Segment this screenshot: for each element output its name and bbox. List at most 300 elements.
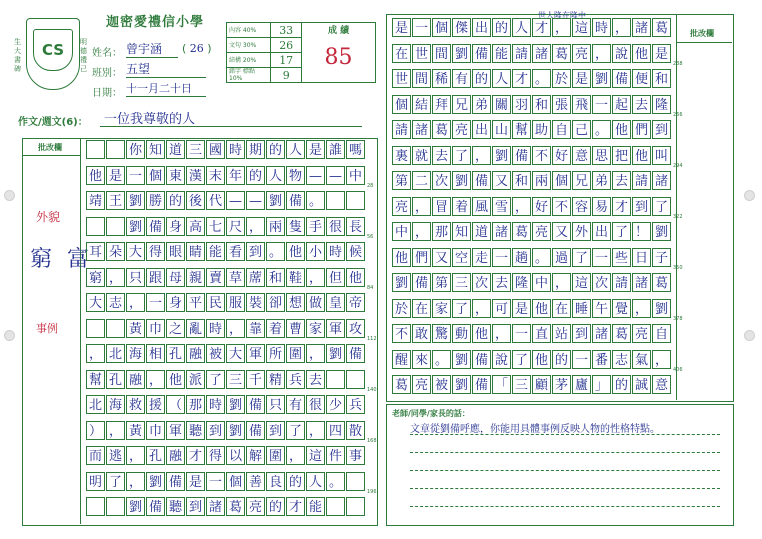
- grid-cell: 朵: [106, 242, 125, 261]
- grid-cell: 自: [652, 324, 671, 343]
- grid-cell: 手: [306, 217, 325, 236]
- row-counter: 378: [673, 315, 683, 322]
- grid-cell: 備: [346, 344, 365, 363]
- grid-cell: 他: [286, 242, 305, 261]
- grid-cell: 。: [532, 69, 551, 88]
- grid-cell: 期: [246, 140, 265, 159]
- grid-cell: 的: [246, 166, 265, 185]
- grid-cell: 他: [166, 370, 185, 389]
- grid-cell: 。: [592, 120, 611, 139]
- grid-cell: 兄: [452, 95, 471, 114]
- grid-cell: 孔: [106, 370, 125, 389]
- grid-cell: ，: [652, 350, 671, 369]
- grid-cell: 」: [592, 375, 611, 394]
- grid-cell: 亮: [392, 197, 411, 216]
- grid-cell: 兵: [346, 395, 365, 414]
- grid-cell: 融: [126, 370, 145, 389]
- grid-cell: 軍: [326, 319, 345, 338]
- row-counter: 140: [367, 386, 377, 393]
- grid-cell: 七: [206, 217, 225, 236]
- grid-cell: 備: [246, 421, 265, 440]
- grid-cell: 那: [432, 222, 451, 241]
- row-counter: 406: [673, 366, 683, 373]
- grid-cell: 第: [432, 273, 451, 292]
- row-counter: 266: [673, 111, 683, 118]
- grid-cell: 去: [306, 370, 325, 389]
- score-label-sentences: 文句 30%: [227, 38, 271, 53]
- grid-cell: 劉: [652, 299, 671, 318]
- grid-cell: 外: [572, 222, 591, 241]
- grid-cell: 和: [266, 268, 285, 287]
- grid-cell: 一: [592, 95, 611, 114]
- grid-cell: 備: [146, 217, 165, 236]
- score-label-punctuation: 錯字 標點 10%: [227, 68, 271, 83]
- grid-cell: 備: [412, 273, 431, 292]
- grid-cell: 劉: [146, 472, 165, 491]
- grid-cell: 明: [86, 472, 105, 491]
- grid-cell: 諸: [206, 497, 225, 516]
- grid-cell: 派: [186, 370, 205, 389]
- grid-cell: 巾: [146, 319, 165, 338]
- grid-cell: 這: [306, 446, 325, 465]
- comment-line-4: [410, 488, 720, 489]
- grid-cell: 能: [492, 44, 511, 63]
- number-value: 26: [189, 42, 204, 55]
- grid-cell: 自: [552, 120, 571, 139]
- grid-cell: 物: [286, 166, 305, 185]
- grid-cell: 和: [532, 95, 551, 114]
- grid-cell: 廬: [572, 375, 591, 394]
- score-value-structure: 17: [271, 53, 302, 68]
- grid-cell: 一: [206, 472, 225, 491]
- grid-cell: 人: [512, 18, 531, 37]
- grid-cell: 備: [286, 191, 305, 210]
- grid-cell: 誠: [632, 375, 651, 394]
- grid-cell: ，: [306, 421, 325, 440]
- grid-cell: 備: [246, 395, 265, 414]
- grid-cell: 站: [552, 324, 571, 343]
- grid-cell: 中: [346, 166, 365, 185]
- grid-cell: 劉: [452, 171, 471, 190]
- row-counter: 196: [367, 488, 377, 495]
- grid-cell: 劉: [652, 222, 671, 241]
- grid-cell: 一: [512, 324, 531, 343]
- right-top-note: 世人隆在隆中: [538, 11, 586, 20]
- grid-cell: 羽: [512, 95, 531, 114]
- grid-cell: 個: [146, 166, 165, 185]
- grid-cell: 一: [126, 166, 145, 185]
- grid-cell: 是: [106, 166, 125, 185]
- grid-cell: 兄: [572, 171, 591, 190]
- grid-cell: 請: [632, 171, 651, 190]
- grid-cell: 勝: [146, 191, 165, 210]
- grid-cell: 眼: [166, 242, 185, 261]
- grid-cell: 醒: [392, 350, 411, 369]
- grid-cell: [346, 497, 365, 516]
- grid-cell: 只: [266, 395, 285, 414]
- grid-cell: 他: [532, 350, 551, 369]
- grid-cell: 稀: [432, 69, 451, 88]
- grid-cell: 了: [652, 197, 671, 216]
- grid-cell: 間: [432, 44, 451, 63]
- grid-cell: 年: [226, 166, 245, 185]
- grid-cell: ，: [126, 472, 145, 491]
- grid-cell: 日: [632, 248, 651, 267]
- grid-cell: 一: [492, 248, 511, 267]
- grid-cell: 備: [146, 497, 165, 516]
- grid-cell: 於: [552, 69, 571, 88]
- grid-cell: [326, 497, 345, 516]
- grid-cell: 到: [206, 421, 225, 440]
- grid-cell: 黃: [126, 421, 145, 440]
- grid-cell: 空: [452, 248, 471, 267]
- grid-cell: 很: [306, 395, 325, 414]
- grid-cell: 在: [552, 299, 571, 318]
- essay-heading-label: 作文/週文(6)：: [18, 117, 88, 128]
- grid-cell: 四: [326, 421, 345, 440]
- grid-cell: 誰: [326, 140, 345, 159]
- grid-cell: 三: [186, 140, 205, 159]
- grid-cell: 圍: [266, 446, 285, 465]
- grid-cell: 世: [392, 69, 411, 88]
- grid-cell: 來: [412, 350, 431, 369]
- grid-cell: 走: [472, 248, 491, 267]
- grid-cell: 很: [326, 217, 345, 236]
- grid-cell: 融: [186, 344, 205, 363]
- comment-line-2: [410, 452, 720, 453]
- right-comment-header-line: [676, 42, 732, 43]
- grid-cell: 劉: [126, 217, 145, 236]
- grid-cell: 解: [246, 446, 265, 465]
- grid-cell: 跟: [146, 268, 165, 287]
- grid-cell: 就: [412, 146, 431, 165]
- grid-cell: 大: [226, 344, 245, 363]
- grid-cell: 們: [632, 120, 651, 139]
- grid-cell: 風: [472, 197, 491, 216]
- grid-cell: 北: [106, 344, 125, 363]
- grid-cell: 善: [246, 472, 265, 491]
- grid-cell: 時: [206, 395, 225, 414]
- grid-cell: 着: [452, 197, 471, 216]
- grid-cell: 服: [226, 293, 245, 312]
- grid-cell: 事: [346, 446, 365, 465]
- grid-cell: 去: [432, 146, 451, 165]
- date-value: 十一月二十日: [126, 80, 206, 97]
- grid-cell: ！: [632, 222, 651, 241]
- grid-cell: 才: [512, 69, 531, 88]
- grid-cell: 黃: [126, 319, 145, 338]
- grid-cell: 亮: [532, 222, 551, 241]
- grid-cell: 起: [612, 95, 631, 114]
- grid-cell: ，: [412, 197, 431, 216]
- grid-cell: 孔: [166, 344, 185, 363]
- grid-cell: 的: [266, 497, 285, 516]
- grid-cell: 劉: [452, 44, 471, 63]
- grid-cell: ，: [592, 44, 611, 63]
- grid-cell: 間: [412, 69, 431, 88]
- row-counter: 112: [367, 335, 377, 342]
- grid-cell: 請: [512, 44, 531, 63]
- grid-cell: 海: [126, 344, 145, 363]
- grid-cell: 皇: [326, 293, 345, 312]
- grid-cell: 少: [326, 395, 345, 414]
- grid-cell: 趟: [512, 248, 531, 267]
- punch-hole-right-top: [744, 190, 755, 201]
- grid-cell: ，: [512, 197, 531, 216]
- grid-cell: 備: [472, 44, 491, 63]
- grid-cell: 的: [612, 375, 631, 394]
- grid-cell: 出: [592, 222, 611, 241]
- right-comment-header: 批改欄: [690, 29, 714, 38]
- grid-cell: 亮: [632, 324, 651, 343]
- grid-cell: ，: [552, 18, 571, 37]
- grid-cell: 候: [346, 242, 365, 261]
- grid-cell: 志: [612, 350, 631, 369]
- grid-cell: 賣: [206, 268, 225, 287]
- grid-cell: 去: [632, 95, 651, 114]
- grid-cell: 孔: [146, 446, 165, 465]
- grid-cell: 的: [266, 140, 285, 159]
- grid-cell: 隻: [286, 217, 305, 236]
- margin-note-appearance: 外貌: [36, 210, 61, 224]
- grid-cell: 得: [206, 446, 225, 465]
- grid-cell: 之: [166, 319, 185, 338]
- grid-cell: 只: [126, 268, 145, 287]
- punch-hole-right-bottom: [744, 330, 755, 341]
- grid-cell: 才: [186, 446, 205, 465]
- grid-cell: 件: [326, 446, 345, 465]
- grid-cell: 諸: [492, 222, 511, 241]
- grid-cell: 但: [326, 268, 345, 287]
- grid-cell: 冒: [432, 197, 451, 216]
- grid-cell: 軍: [246, 344, 265, 363]
- grid-cell: 這: [572, 273, 591, 292]
- grid-cell: 能: [206, 242, 225, 261]
- grid-cell: 圍: [286, 344, 305, 363]
- grid-cell: 個: [226, 472, 245, 491]
- grid-cell: 備: [472, 350, 491, 369]
- grid-cell: 關: [492, 95, 511, 114]
- grid-cell: 他: [612, 120, 631, 139]
- grid-cell: 時: [326, 242, 345, 261]
- grid-cell: ，: [126, 293, 145, 312]
- grid-cell: 靠: [246, 319, 265, 338]
- school-name: 迦密愛禮信小學: [106, 15, 205, 30]
- grid-cell: 援: [146, 395, 165, 414]
- grid-cell: ，: [472, 299, 491, 318]
- grid-cell: 諸: [412, 120, 431, 139]
- grid-cell: 散: [346, 421, 365, 440]
- grid-cell: 看: [226, 242, 245, 261]
- class-label: 班別：: [92, 68, 122, 79]
- grid-cell: 能: [306, 497, 325, 516]
- grid-cell: 救: [126, 395, 145, 414]
- grid-cell: 一: [146, 293, 165, 312]
- grid-cell: 的: [286, 472, 305, 491]
- grid-cell: 葛: [552, 44, 571, 63]
- grid-cell: ，: [106, 268, 125, 287]
- grid-cell: 時: [592, 18, 611, 37]
- grid-cell: 窮: [86, 268, 105, 287]
- margin-note-poor-rich: 窮 富: [30, 247, 93, 272]
- grid-cell: 帝: [346, 293, 365, 312]
- grid-cell: 了: [512, 350, 531, 369]
- grid-cell: 了: [206, 370, 225, 389]
- school-logo: [26, 18, 80, 90]
- grid-cell: 葛: [652, 273, 671, 292]
- grid-cell: 子: [652, 248, 671, 267]
- grid-cell: 末: [206, 166, 225, 185]
- grid-cell: 亮: [246, 497, 265, 516]
- grid-cell: 融: [166, 446, 185, 465]
- grid-cell: 助: [532, 120, 551, 139]
- grid-cell: 去: [492, 273, 511, 292]
- grid-cell: 裏: [392, 146, 411, 165]
- grid-cell: 次: [472, 273, 491, 292]
- grid-cell: 請: [392, 120, 411, 139]
- row-counter: 350: [673, 264, 683, 271]
- grid-cell: ，: [286, 446, 305, 465]
- grid-cell: 氣: [632, 350, 651, 369]
- grid-cell: [86, 497, 105, 516]
- grid-cell: 千: [246, 370, 265, 389]
- score-table: [226, 22, 376, 83]
- grid-cell: 他: [532, 299, 551, 318]
- grid-cell: 平: [186, 293, 205, 312]
- grid-cell: 身: [166, 217, 185, 236]
- grid-cell: [346, 370, 365, 389]
- grid-cell: 海: [106, 395, 125, 414]
- grid-cell: 那: [186, 395, 205, 414]
- grid-cell: 弟: [472, 95, 491, 114]
- grid-cell: 次: [592, 273, 611, 292]
- grid-cell: 他: [632, 44, 651, 63]
- margin-note-example: 事例: [36, 322, 58, 335]
- score-value-sentences: 26: [271, 38, 302, 53]
- grid-cell: 是: [512, 299, 531, 318]
- teacher-comment-text: 文章從劉備呼應，你能用具體事例反映人物的性格特點。: [410, 424, 660, 435]
- grid-cell: 道: [166, 140, 185, 159]
- grid-cell: 是: [392, 18, 411, 37]
- comment-line-3: [410, 470, 720, 471]
- grid-cell: 漢: [186, 166, 205, 185]
- grid-cell: 耳: [86, 242, 105, 261]
- row-counter: 168: [367, 437, 377, 444]
- comment-line-5: [410, 506, 720, 507]
- row-counter: 28: [367, 182, 374, 189]
- grid-cell: 劉: [126, 497, 145, 516]
- grid-cell: 些: [612, 248, 631, 267]
- grid-cell: 亮: [452, 120, 471, 139]
- grid-cell: 兩: [266, 217, 285, 236]
- grid-cell: 的: [492, 18, 511, 37]
- grid-cell: 次: [432, 171, 451, 190]
- grid-cell: 軍: [166, 421, 185, 440]
- row-counter: 322: [673, 213, 683, 220]
- grid-cell: [86, 217, 105, 236]
- grid-cell: 諸: [652, 171, 671, 190]
- grid-cell: 動: [452, 324, 471, 343]
- grid-cell: 出: [472, 120, 491, 139]
- grid-cell: 意: [652, 375, 671, 394]
- grid-cell: 時: [226, 140, 245, 159]
- grid-cell: 一: [412, 18, 431, 37]
- grid-cell: 他: [472, 324, 491, 343]
- grid-cell: 人: [286, 140, 305, 159]
- grid-cell: 所: [266, 344, 285, 363]
- grid-cell: 北: [86, 395, 105, 414]
- grid-cell: 到: [632, 197, 651, 216]
- grid-cell: ，: [412, 222, 431, 241]
- grid-cell: 隆: [512, 273, 531, 292]
- grid-cell: 三: [226, 370, 245, 389]
- grid-cell: 茅: [552, 375, 571, 394]
- grid-cell: ，: [472, 146, 491, 165]
- grid-cell: 的: [166, 191, 185, 210]
- grid-cell: 。: [266, 242, 285, 261]
- grid-cell: 「: [492, 375, 511, 394]
- grid-cell: 三: [512, 375, 531, 394]
- grid-cell: —: [326, 166, 345, 185]
- grid-cell: 嗎: [346, 140, 365, 159]
- grid-cell: —: [246, 191, 265, 210]
- grid-cell: 在: [412, 299, 431, 318]
- grid-cell: 睛: [186, 242, 205, 261]
- grid-cell: 了: [452, 299, 471, 318]
- grid-cell: 曹: [286, 319, 305, 338]
- grid-cell: 劉: [452, 350, 471, 369]
- grid-cell: 大: [126, 242, 145, 261]
- grid-cell: 拜: [432, 95, 451, 114]
- grid-cell: 中: [392, 222, 411, 241]
- grid-cell: 親: [186, 268, 205, 287]
- grid-cell: 家: [432, 299, 451, 318]
- grid-cell: —: [306, 166, 325, 185]
- grid-cell: 他: [86, 166, 105, 185]
- grid-cell: 做: [306, 293, 325, 312]
- grid-cell: [106, 319, 125, 338]
- grid-cell: 葛: [512, 222, 531, 241]
- grid-cell: 一: [572, 350, 591, 369]
- grid-cell: 傑: [452, 18, 471, 37]
- grid-cell: [326, 191, 345, 210]
- grid-cell: 叫: [652, 146, 671, 165]
- grid-cell: 好: [532, 197, 551, 216]
- grid-cell: 以: [226, 446, 245, 465]
- punch-hole-left-bottom: [4, 330, 15, 341]
- grid-cell: ）: [86, 421, 105, 440]
- grid-cell: 劉: [266, 191, 285, 210]
- grid-cell: 出: [472, 18, 491, 37]
- grid-cell: 到: [572, 324, 591, 343]
- grid-cell: 備: [166, 472, 185, 491]
- name-value: 曾宇涵: [126, 40, 178, 58]
- school-logo-letters: CS: [33, 29, 73, 71]
- grid-cell: 一: [592, 248, 611, 267]
- grid-cell: 在: [392, 44, 411, 63]
- grid-cell: 己: [572, 120, 591, 139]
- grid-cell: [106, 217, 125, 236]
- grid-cell: ，: [106, 421, 125, 440]
- grid-cell: 劉: [326, 344, 345, 363]
- grid-cell: 了: [572, 248, 591, 267]
- score-value-punctuation: 9: [271, 68, 302, 83]
- grid-cell: 諸: [532, 44, 551, 63]
- grid-cell: 兵: [286, 370, 305, 389]
- grid-cell: 身: [166, 293, 185, 312]
- grid-cell: [346, 191, 365, 210]
- grid-cell: 了: [612, 222, 631, 241]
